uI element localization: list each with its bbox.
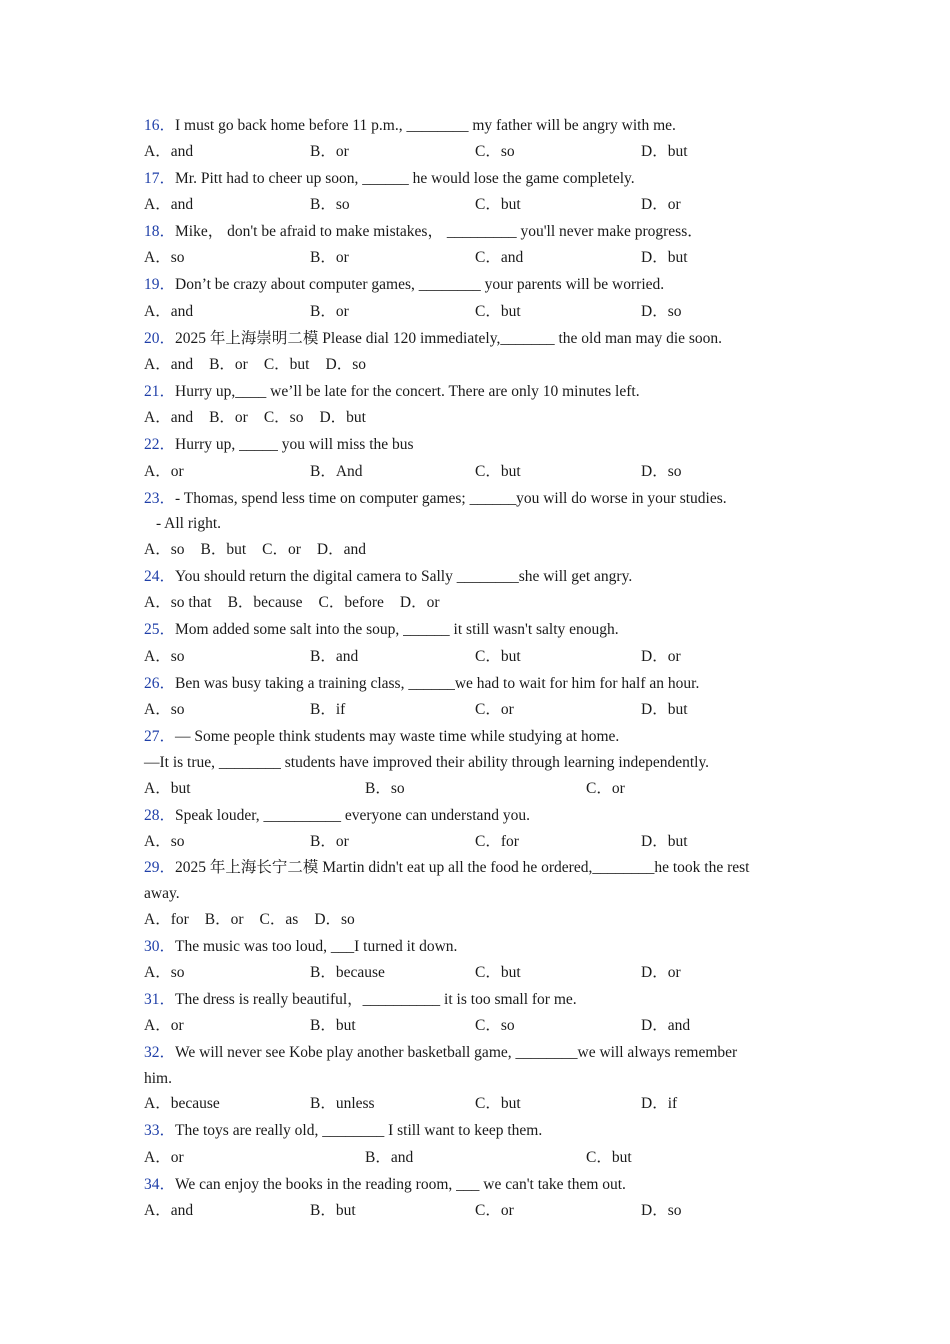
answer-option[interactable]: C．before [318, 594, 384, 611]
question-text-line2: - All right. [156, 515, 222, 532]
question-stem [144, 219, 800, 245]
answer-option[interactable]: A．and [144, 196, 194, 213]
answer-option[interactable]: C．so [475, 1017, 515, 1034]
answer-option[interactable]: D．or [399, 594, 440, 611]
question-number: 16． [144, 117, 176, 134]
answer-option[interactable]: C．or [475, 701, 514, 718]
question-text: The dress is really beautiful，__________ it is too small for me. [175, 991, 577, 1008]
question-text: Mom added some salt into the soup, ______ it still wasn't salty enough. [175, 621, 619, 638]
answer-option[interactable]: A．and [144, 303, 194, 320]
answer-options [144, 697, 800, 723]
answer-options [144, 829, 800, 855]
answer-option[interactable]: A．and [144, 1202, 194, 1219]
question-text: - Thomas, spend less time on computer games; ______you will do worse in your studies. [175, 490, 727, 507]
question-text-line2: —It is true, ________ students have improved their ability through learning independently. [144, 754, 710, 771]
answer-option[interactable]: D．and [641, 1017, 691, 1034]
answer-option[interactable]: B．or [310, 143, 349, 160]
answer-options [144, 1091, 800, 1117]
question-text-line2: away. [144, 885, 180, 902]
answer-option[interactable]: D．but [641, 249, 688, 266]
question-stem [144, 379, 800, 405]
answer-option[interactable]: B．but [310, 1202, 356, 1219]
answer-options [144, 405, 800, 431]
question-stem [144, 724, 800, 750]
answer-option[interactable]: B．or [209, 356, 248, 373]
answer-options [144, 192, 800, 218]
answer-option[interactable]: B．or [310, 249, 349, 266]
answer-option[interactable]: C．but [475, 964, 521, 981]
question-text: The toys are really old, ________ I still want to keep them. [175, 1122, 543, 1139]
question-stem [144, 166, 800, 192]
question-stem [144, 671, 800, 697]
answer-options [144, 245, 800, 271]
question-text: Don’t be crazy about computer games, ________ your parents will be worried. [175, 276, 665, 293]
question-stem [144, 617, 800, 643]
question-number: 25． [144, 621, 176, 638]
question-number: 27． [144, 728, 176, 745]
question-stem [144, 564, 800, 590]
answer-option[interactable]: A．so [144, 833, 185, 850]
answer-option[interactable]: C．so [475, 143, 515, 160]
question-stem [144, 1040, 800, 1066]
question-text: I must go back home before 11 p.m., ________ my father will be angry with me. [175, 117, 676, 134]
answer-option[interactable]: C．as [259, 911, 299, 928]
answer-option[interactable]: A．and [144, 356, 194, 373]
answer-option[interactable]: D．or [641, 648, 681, 665]
question-text: You should return the digital camera to Sally ________she will get angry. [175, 568, 633, 585]
question-text-line2: him. [144, 1070, 172, 1087]
question-stem [144, 272, 800, 298]
question-text: Hurry up,____ we’ll be late for the concert. There are only 10 minutes left. [175, 383, 640, 400]
question-number: 26． [144, 675, 176, 692]
question-stem-continued [144, 1066, 800, 1092]
answer-options [144, 299, 800, 325]
answer-option[interactable]: B．but [310, 1017, 356, 1034]
answer-option[interactable]: D．or [641, 196, 681, 213]
question-text: Ben was busy taking a training class, ______we had to wait for him for half an hour. [175, 675, 700, 692]
answer-option[interactable]: A．and [144, 143, 194, 160]
answer-options [144, 960, 800, 986]
answer-option[interactable]: A．so [144, 249, 185, 266]
answer-option[interactable]: C．but [586, 1149, 632, 1166]
question-number: 20． [144, 330, 176, 347]
question-text: 2025 年上海长宁二模 Martin didn't eat up all the food he ordered,________he took the rest [175, 859, 750, 876]
answer-option[interactable]: A．or [144, 1017, 184, 1034]
answer-option[interactable]: B．but [200, 541, 247, 558]
answer-option[interactable]: A．so [144, 648, 185, 665]
answer-option[interactable]: B．so [365, 780, 405, 797]
answer-options [144, 1198, 800, 1224]
question-stem [144, 486, 800, 512]
answer-option[interactable]: A．and [144, 409, 194, 426]
answer-option[interactable]: D．so [325, 356, 366, 373]
answer-options [144, 352, 800, 378]
answer-option[interactable]: B．or [204, 911, 244, 928]
answer-option[interactable]: B．and [310, 648, 359, 665]
question-stem [144, 934, 800, 960]
answer-option[interactable]: C．but [475, 1095, 521, 1112]
answer-option[interactable]: A．so [144, 701, 185, 718]
answer-option[interactable]: A．for [144, 911, 189, 928]
answer-option[interactable]: A．but [144, 780, 191, 797]
answer-option[interactable]: B．so [310, 196, 350, 213]
question-stem [144, 987, 800, 1013]
answer-option[interactable]: C．and [475, 249, 524, 266]
question-text: The music was too loud, ___I turned it down. [175, 938, 458, 955]
answer-option[interactable]: B．or [209, 409, 248, 426]
answer-options [144, 537, 800, 563]
question-text: — Some people think students may waste time while studying at home. [175, 728, 620, 745]
question-number: 24． [144, 568, 176, 585]
answer-option[interactable]: B．or [310, 303, 349, 320]
question-number: 30． [144, 938, 176, 955]
answer-option[interactable]: B．and [365, 1149, 414, 1166]
answer-option[interactable]: D．so [314, 911, 355, 928]
answer-option[interactable]: B．or [310, 833, 349, 850]
answer-option[interactable]: D．and [316, 541, 366, 558]
question-text: Speak louder, __________ everyone can understand you. [175, 807, 530, 824]
answer-option[interactable]: D．but [641, 833, 688, 850]
answer-options [144, 139, 800, 165]
question-text: We will never see Kobe play another basketball game, ________we will always remember [175, 1044, 738, 1061]
answer-options [144, 907, 800, 933]
question-number: 19． [144, 276, 176, 293]
question-number: 33． [144, 1122, 176, 1139]
answer-option[interactable]: A．because [144, 1095, 220, 1112]
question-stem-continued [144, 881, 800, 907]
question-text: 2025 年上海崇明二模 Please dial 120 immediately,_______ the old man may die soon. [175, 330, 723, 347]
answer-option[interactable]: C．or [262, 541, 301, 558]
question-stem [144, 855, 800, 881]
question-number: 28． [144, 807, 176, 824]
question-stem [144, 113, 800, 139]
answer-option[interactable]: C．but [475, 463, 521, 480]
answer-option[interactable]: D．but [641, 143, 688, 160]
question-number: 34． [144, 1176, 176, 1193]
question-number: 29． [144, 859, 176, 876]
question-stem [144, 1118, 800, 1144]
answer-option[interactable]: B．if [310, 701, 346, 718]
question-number: 23． [144, 490, 176, 507]
question-stem [144, 326, 800, 352]
answer-option[interactable]: B．And [310, 463, 363, 480]
question-text: We can enjoy the books in the reading room, ___ we can't take them out. [175, 1176, 626, 1193]
answer-option[interactable]: D．but [319, 409, 366, 426]
answer-option[interactable]: B．because [310, 964, 385, 981]
answer-option[interactable]: B．because [227, 594, 303, 611]
answer-option[interactable]: A．or [144, 1149, 184, 1166]
answer-option[interactable]: D．but [641, 701, 688, 718]
question-stem-continued [144, 511, 800, 537]
answer-option[interactable]: C．for [475, 833, 519, 850]
question-number: 22． [144, 436, 176, 453]
answer-option[interactable]: B．unless [310, 1095, 375, 1112]
answer-options [144, 590, 800, 616]
answer-options [144, 1013, 800, 1039]
answer-options [144, 459, 800, 485]
question-number: 18． [144, 223, 176, 240]
answer-option[interactable]: C．but [263, 356, 310, 373]
answer-option[interactable]: D．so [641, 463, 682, 480]
answer-option[interactable]: C．but [475, 196, 521, 213]
answer-option[interactable]: A．so [144, 964, 185, 981]
answer-option[interactable]: A．so [144, 541, 185, 558]
answer-option[interactable]: D．if [641, 1095, 678, 1112]
answer-options [144, 1145, 800, 1171]
answer-option[interactable]: C．or [475, 1202, 514, 1219]
answer-option[interactable]: D．so [641, 303, 682, 320]
question-number: 31． [144, 991, 176, 1008]
question-number: 32． [144, 1044, 176, 1061]
question-text: Mr. Pitt had to cheer up soon, ______ he would lose the game completely. [175, 170, 635, 187]
answer-option[interactable]: D．or [641, 964, 681, 981]
answer-option[interactable]: C．or [586, 780, 625, 797]
question-number: 17． [144, 170, 176, 187]
question-stem-continued [144, 750, 800, 776]
answer-option[interactable]: C．but [475, 303, 521, 320]
question-number: 21． [144, 383, 176, 400]
answer-options [144, 644, 800, 670]
question-stem [144, 432, 800, 458]
question-text: Mike， don't be afraid to make mistakes， _________ you'll never make progress． [175, 223, 703, 240]
answer-option[interactable]: D．so [641, 1202, 682, 1219]
answer-option[interactable]: C．so [263, 409, 304, 426]
answer-option[interactable]: A．so that [144, 594, 212, 611]
answer-options [144, 776, 800, 802]
answer-option[interactable]: C．but [475, 648, 521, 665]
question-stem [144, 1172, 800, 1198]
answer-option[interactable]: A．or [144, 463, 184, 480]
question-stem [144, 803, 800, 829]
question-text: Hurry up, _____ you will miss the bus [175, 436, 414, 453]
